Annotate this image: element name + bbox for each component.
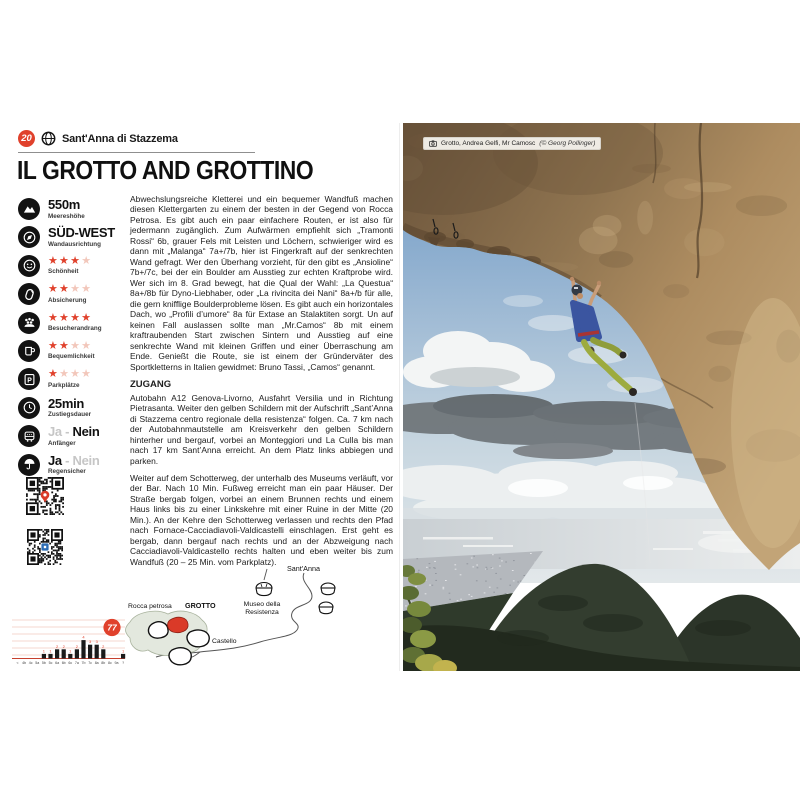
- map-grotto-marker: [168, 617, 188, 632]
- svg-text:6a: 6a: [55, 661, 60, 665]
- svg-text:1: 1: [69, 648, 72, 654]
- smiley-icon: [18, 255, 40, 277]
- stat-row-parkplätze: [18, 368, 130, 396]
- mug-icon: [18, 340, 40, 362]
- stat-label: Schönheit: [48, 268, 79, 276]
- zugang-paragraph-1: Autobahn A12 Genova-Livorno, Ausfahrt Versilia und in Richtung Pietrasanta. Weiter den gelben Schildern mit der Aufschrift „Sant’Anna di Stazzema centro regionale della resistenza“ folgen. Ca. 7 km nach der Autobahnmautstelle am Kreisverkehr den gelben Schildern hinterher und bergauf, vorbei an Monteggiori und La Culla bis man nach 17 km Sant’Anna erreicht. An dem Platz links abbiegen und parken.: [130, 392, 393, 466]
- crag-header: [18, 130, 178, 147]
- svg-text:7c: 7c: [88, 661, 92, 665]
- stat-value: Ja - Nein: [48, 452, 100, 468]
- stat-row-anfänger: [18, 425, 130, 453]
- map-label-museo-2: Resistenza: [245, 609, 279, 616]
- intro-paragraph: Abwechslungsreiche Kletterei und ein bequemer Wandfuß machen diesen Klettergarten zu einem der besten in der Gegend von Rocca Petrosa. Es gibt auch ein paar einfachere Routen, er ist also für jedermann zugänglich. Zum Aufwärmen empfiehlt sich „Tramonti Rossi“ 6b, grauer Fels mit Leisten und Löchern, schwieriger wird es dann mit „Malanga“ 7a+/7b, hier ist Fingerkraft auf der senkrechten Wand gefragt. Wer den Überhang vorzieht, für den gibt es „Ansioline“ 7b+/7c, bei der ein Boulder am Ausstieg zur echten Kraftprobe wird. Wer sich im 8. Grad bewegt, hat die Qual der Wahl: „La Questua“ 8a+/8b für Dyno-Liebhaber, oder „La rivincita dei Nani“ 8a+/b für alle, die gern knifflige Boulderprobleme lösen. Es gibt auch ein horizontales Dach, wo „Profili d’umore“ 8a für Extase an Stalaktiten sorgt. Un auf keinen Fall auslassen sollte man „Mr.Camos“ 8b mit einem kraftraubenden Start zwischen Sintern und Ausstieg auf eine senkrechte Wand mit kleinen Griffen und einer Überraschung am Ende. Genießt die Route, sie ist einem der Gründerväter des Sportkletterns in Italien gewidmet: Bruno Tassi, „Camos“ genannt.: [130, 194, 393, 372]
- stats-sidebar: [18, 198, 130, 482]
- stat-value: ★★★★: [48, 283, 93, 296]
- mountain-icon: [18, 198, 40, 220]
- svg-text:3: 3: [88, 639, 92, 645]
- svg-text:4c: 4c: [28, 661, 33, 665]
- stat-label: Regensicher: [48, 468, 86, 476]
- parking-icon: [18, 368, 40, 390]
- svg-text:3: 3: [95, 639, 98, 645]
- stat-label: Zustiegsdauer: [48, 411, 92, 419]
- svg-text:2: 2: [75, 643, 79, 649]
- qr-code-location: [26, 477, 64, 515]
- clock-icon: [18, 397, 40, 419]
- header-divider: [18, 152, 255, 153]
- stat-value: ★★★★: [48, 368, 93, 381]
- svg-text:5a: 5a: [35, 661, 40, 665]
- zugang-heading: ZUGANG: [130, 378, 172, 390]
- svg-text:7a: 7a: [74, 661, 79, 665]
- svg-text:5b: 5b: [41, 661, 46, 665]
- stat-label: Anfänger: [48, 439, 76, 447]
- map-hut-1: [321, 583, 335, 595]
- stat-label: Bequemlichkeit: [48, 353, 95, 361]
- svg-text:2: 2: [102, 643, 105, 649]
- stat-value: ★★★★: [48, 339, 93, 352]
- svg-text:2: 2: [55, 643, 59, 649]
- stat-label: Parkplätze: [48, 381, 80, 389]
- umbrella-icon: [18, 454, 40, 476]
- stat-value: 25min: [48, 395, 85, 411]
- caption-text: Grotto, Andrea Gelfi, Mr Camosc: [441, 140, 536, 147]
- map-label-santanna: Sant'Anna: [287, 564, 320, 573]
- stat-value: 550m: [48, 197, 81, 212]
- page-gutter: [399, 123, 400, 671]
- svg-text:77: 77: [107, 622, 117, 633]
- svg-text:4b: 4b: [22, 661, 27, 665]
- photo-caption: [423, 137, 601, 150]
- svg-text:7b: 7b: [81, 661, 86, 665]
- climbing-photo: [403, 123, 800, 671]
- map-label-castello: Castello: [212, 638, 237, 645]
- svg-text:8c: 8c: [108, 661, 112, 665]
- svg-text:4: 4: [82, 634, 85, 640]
- svg-text:P: P: [26, 377, 32, 385]
- svg-text:9a: 9a: [114, 661, 119, 665]
- svg-text:8b: 8b: [101, 661, 106, 665]
- stat-row-meereshöhe: [18, 198, 130, 226]
- stat-row-absicherung: [18, 283, 130, 311]
- stat-row-besucherandrang: [18, 312, 130, 340]
- grade-histogram: [12, 600, 132, 680]
- stat-row-schönheit: [18, 255, 130, 283]
- camera-icon: [429, 140, 437, 147]
- stat-value: SÜD-WEST: [48, 225, 115, 241]
- svg-text:1: 1: [121, 648, 125, 654]
- caption-credit: (© Georg Pollinger): [539, 140, 596, 147]
- map-label-rocca: Rocca petrosa: [128, 603, 172, 610]
- map-museum-building: [256, 583, 272, 596]
- stat-label: Meereshöhe: [48, 212, 85, 220]
- stat-label: Wandausrichtung: [48, 240, 101, 248]
- svg-text:8a: 8a: [94, 661, 99, 665]
- stat-row-zustiegsdauer: [18, 397, 130, 425]
- svg-text:?: ?: [122, 661, 125, 665]
- stat-row-wandausrichtung: [18, 226, 130, 254]
- svg-text:6c: 6c: [68, 661, 73, 665]
- svg-text:1: 1: [49, 648, 52, 654]
- compass-icon: [18, 226, 40, 248]
- zugang-paragraph-2: Weiter auf dem Schotterweg, der unterhalb des Museums verläuft, vor der Bar. Nach 10 Min. Fußweg erreicht man ein paar Häuser. Der Straße bergab folgen, vorbei an einem Brunnen rechts und einem Haus links bis zu einer Linkskehre mit einer Ruine in der Mitte (20 Min.). An der Kehre den Schotterweg verlassen und rechts den Pfad nach Fornace-Cacciadiavoli-Valdicastelli einschlagen. Erst geht es bergab, dann bergauf nach rechts und an der Abzweigung nach Cacciadiavoli-Valdicastello rechts halten und eben weiter bis zum Wandfuß (20 – 25 Min. vom Parkplatz).: [130, 473, 393, 567]
- bus-icon: [18, 425, 40, 447]
- svg-text:1: 1: [42, 648, 46, 654]
- stat-value: ★★★★: [48, 254, 93, 267]
- map-hut-2: [319, 602, 333, 614]
- svg-text:<: <: [16, 661, 19, 665]
- stat-label: Absicherung: [48, 296, 87, 304]
- crowd-icon: [18, 312, 40, 334]
- svg-text:2: 2: [62, 643, 65, 649]
- stat-value: Ja - Nein: [48, 424, 100, 440]
- globe-icon: [41, 131, 56, 146]
- stat-value: ★★★★: [48, 311, 93, 324]
- description-column: [130, 194, 393, 574]
- map-label-grotto: GROTTO: [185, 601, 216, 610]
- map-label-museo-1: Museo della: [243, 601, 281, 608]
- crag-number-badge: 20: [18, 130, 35, 147]
- region-label: Sant'Anna di Stazzema: [62, 132, 178, 145]
- qr-code-topo: [27, 529, 63, 565]
- page-title: IL GROTTO AND GROTTINO: [17, 155, 314, 185]
- stat-row-bequemlichkeit: [18, 340, 130, 368]
- svg-text:5c: 5c: [48, 661, 53, 665]
- stat-label: Besucherandrang: [48, 325, 102, 333]
- carabiner-icon: [18, 283, 40, 305]
- approach-map: [90, 552, 400, 690]
- svg-text:6b: 6b: [61, 661, 66, 665]
